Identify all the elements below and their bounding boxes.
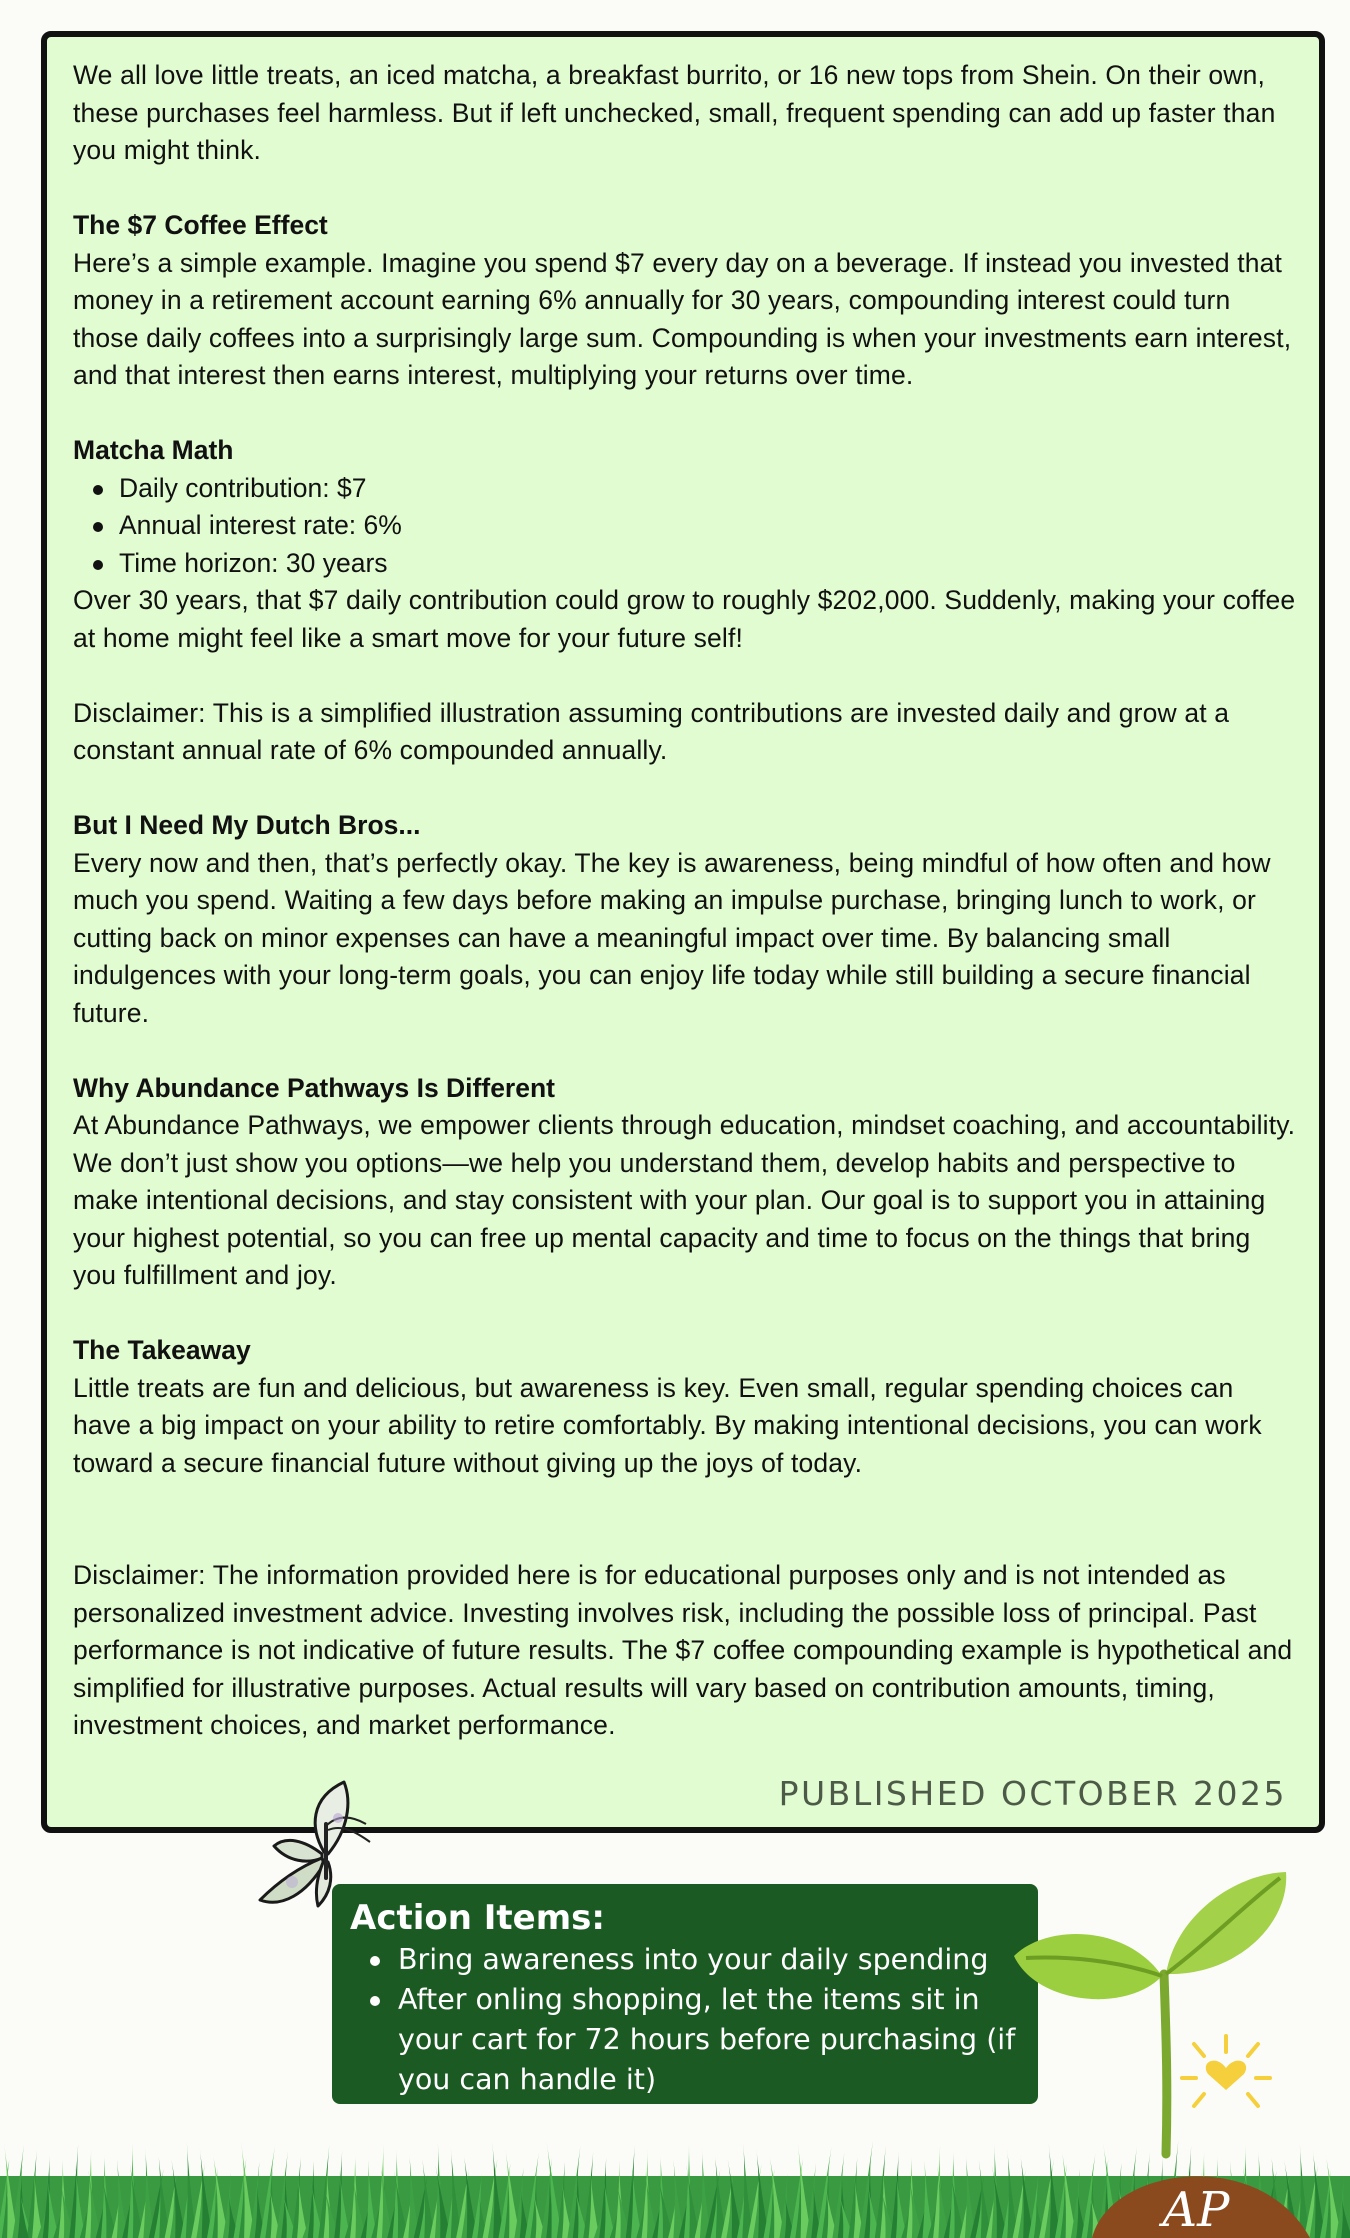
list-item: After onling shopping, let the items sit in your cart for 72 hours before purchasing (if you can handle it) [368,1980,1022,2100]
heart-sun-icon [1182,2036,1270,2106]
list-item: Bring awareness into your daily spending [368,1940,1022,1980]
grass-border [0,2136,1350,2238]
list-item: Annual interest rate: 6% [93,507,1297,545]
section-heading-matcha-math: Matcha Math [73,435,234,465]
section-body-abundance-pathways: At Abundance Pathways, we empower clients through education, mindset coaching, and accountability. We don’t just show you options—we help you understand them, develop habits and perspective to make intentional decisions, and stay consistent with your plan. Our goal is to support you in attaining your highest potential, so you can free up mental capacity and time to focus on the things that bring you fulfillment and joy. [73,1110,1296,1290]
section-body-matcha-math: Over 30 years, that $7 daily contribution could grow to roughly $202,000. Suddenly, making your coffee at home might feel like a smart move for your future self! [73,585,1296,653]
section-body-takeaway: Little treats are fun and delicious, but awareness is key. Even small, regular spending choices can have a big impact on your ability to retire comfortably. By making intentional decisions, you can work toward a secure financial future without giving up the joys of today. [73,1372,1262,1478]
list-item: Daily contribution: $7 [93,470,1297,508]
section-body-coffee-effect: Here’s a simple example. Imagine you spend $7 every day on a beverage. If instead you invested that money in a retirement account earning 6% annually for 30 years, compounding interest could turn those daily coffees into a surprisingly large sum. Compounding is when your investments earn interest, and that interest then earns interest, multiplying your returns over time. [73,247,1292,390]
matcha-math-disclaimer: Disclaimer: This is a simplified illustration assuming contributions are invested daily and grow at a constant annual rate of 6% compounded annually. [73,697,1230,765]
section-heading-takeaway: The Takeaway [73,1335,251,1365]
logo-text: AP [1162,2182,1230,2238]
intro-paragraph: We all love little treats, an iced matcha, a breakfast burrito, or 16 new tops from Shein. On their own, these purchases feel harmless. But if left unchecked, small, frequent spending can add up faster than you might think. [73,60,1276,165]
sprout-icon [1006,1864,1306,2164]
section-heading-dutch-bros: But I Need My Dutch Bros... [73,810,421,840]
section-heading-abundance-pathways: Why Abundance Pathways Is Different [73,1072,555,1103]
article-card [41,31,1325,1833]
section-body-dutch-bros: Every now and then, that’s perfectly okay. The key is awareness, being mindful of how often and how much you spend. Waiting a few days before making an impulse purchase, bringing lunch to work, or cutting back on minor expenses can have a meaningful impact over time. By balancing small indulgences with your long-term goals, you can enjoy life today while still building a secure financial future. [73,847,1271,1028]
list-item: Time horizon: 30 years [93,545,1297,583]
action-items-list [350,1940,1022,2100]
action-items-box [332,1884,1038,2104]
final-disclaimer: Disclaimer: The information provided here is for educational purposes only and is not intended as personalized investment advice. Investing involves risk, including the possible loss of principal. Past performance is not indicative of future results. The $7 coffee compounding example is hypothetical and simplified for illustrative purposes. Actual results will vary based on contribution amounts, timing, investment choices, and market performance. [73,1560,1293,1740]
matcha-math-list [73,470,1297,583]
published-date: PUBLISHED OCTOBER 2025 [778,1774,1287,1813]
section-heading-coffee-effect: The $7 Coffee Effect [73,210,328,240]
action-items-title: Action Items: [350,1898,605,1938]
